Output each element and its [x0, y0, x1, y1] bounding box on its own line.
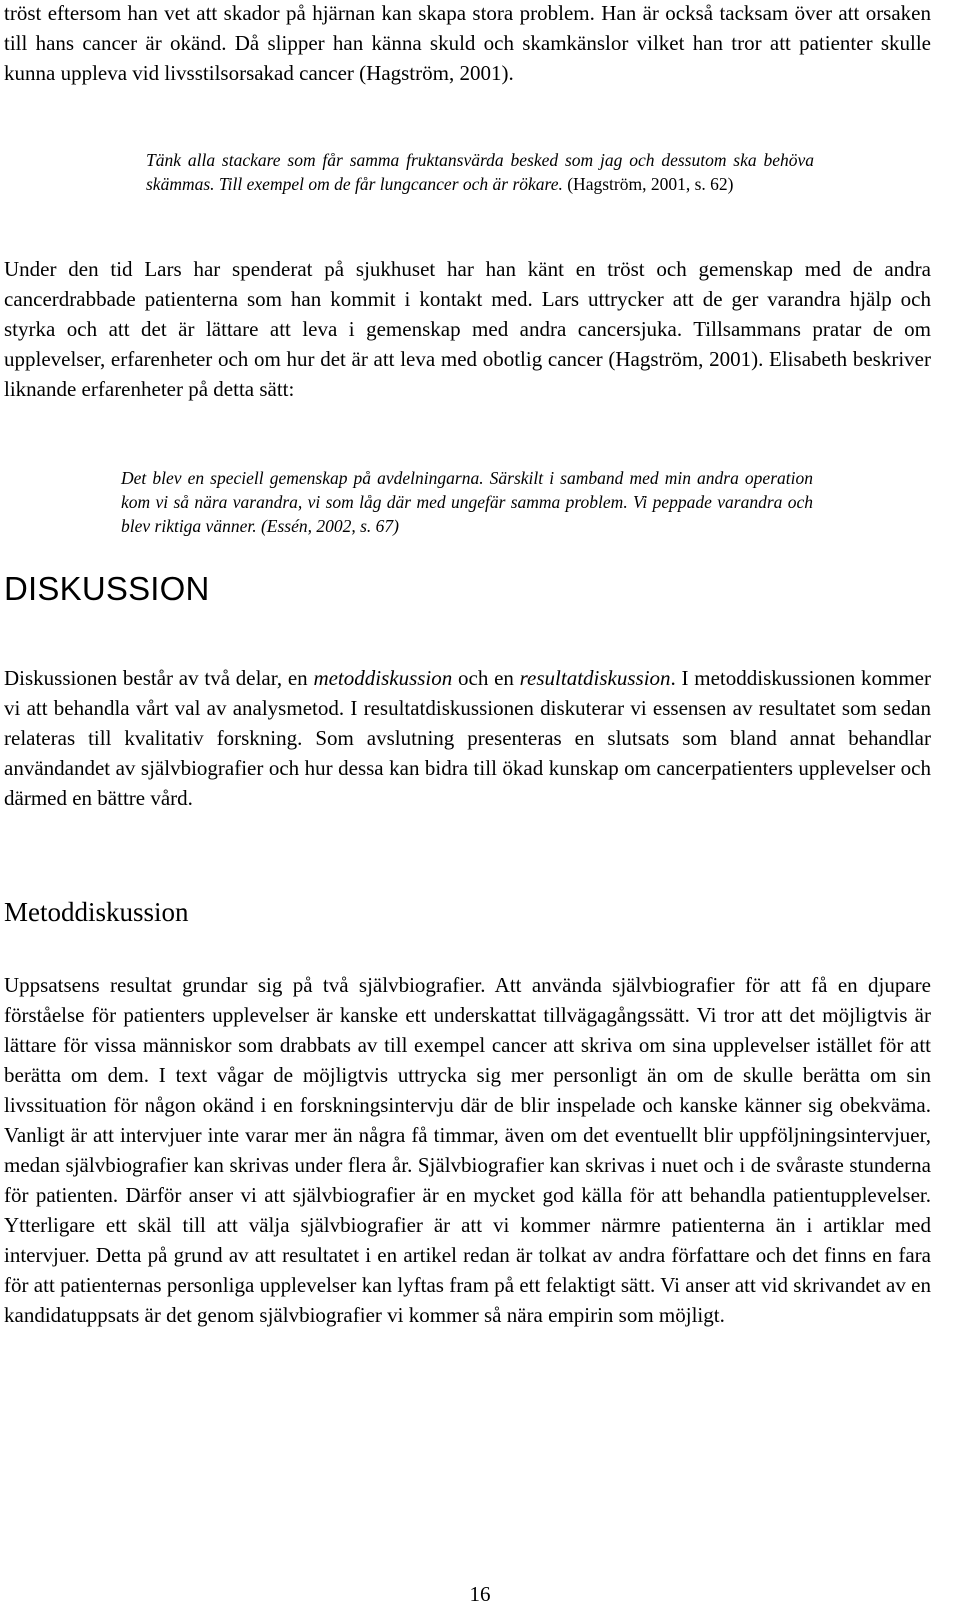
paragraph-metoddiskussion: Uppsatsens resultat grundar sig på två självbiografier. Att använda självbiografier för att få en djupare förståelse för patienters upplevelser är kanske ett underskattat tillvägagångssätt. Vi tror att det möjligtvis är lättare för vissa människor som drabbats av till exempel cancer att skriva om sina upplevelser istället för att berätta om dem. I text vågar de möjligtvis uttrycka sig mer personligt än om de skulle berätta om sin livssituation för någon okänd i en forskningsintervju där de blir inspelade och kanske känner sig obekväma. Vanligt är att intervjuer inte varar mer än några få timmar, även om det eventuellt blir uppföljningsintervjuer, medan självbiografier kan skrivas under flera år. Självbiografier kan skrivas i nuet och i de svåraste stunderna för patienten. Därför anser vi att självbiografier är en mycket god källa för att behandla patientupplevelser. Ytterligare ett skäl till att välja självbiografier är att vi kommer närmre patienterna än i artiklar med intervjuer. Detta på grund av att resultatet i en artikel redan är tolkat av andra författare och det finns en fara för att patienternas personliga upplevelser kan lyftas fram på ett felaktigt sätt. Vi anser att vid skrivandet av en kandidatuppsats är det genom självbiografier vi kommer så nära empirin som möjligt. [4, 973, 931, 1327]
quote-hagstrom-text: Tänk alla stackare som får samma fruktansvärda besked som jag och dessutom ska behöva skämmas. Till exempel om de får lungcancer och är rökare. [146, 150, 814, 194]
heading-diskussion: DISKUSSION [4, 570, 210, 607]
diskussion-part-3: . I metoddiskussionen kommer vi att behandla vårt val av analysmetod. I resultatdiskussionen diskuterar vi essensen av resultatet som sedan relateras till kvalitativ forskning. Som avslutning presenteras en slutsats som bland annat behandlar användandet av självbiografier och hur dessa kan bidra till ökad kunskap om cancerpatienters upplevelser och därmed en bättre vård. [4, 666, 931, 810]
diskussion-part-2: och en [452, 666, 520, 690]
page-number: 16 [469, 1582, 491, 1606]
paragraph-diskussion [4, 663, 931, 813]
block-quote-hagstrom [146, 148, 814, 196]
paragraph-lars: Under den tid Lars har spenderat på sjukhuset har han känt en tröst och gemenskap med de andra cancerdrabbade patienterna som han kommit i kontakt med. Lars uttrycker att de ger varandra hjälp och styrka och att det är lättare att leva i gemenskap med andra cancersjuka. Tillsammans pratar de om upplevelser, erfarenheter och om hur det är att leva med obotlig cancer (Hagström, 2001). Elisabeth beskriver liknande erfarenheter på detta sätt: [4, 257, 931, 401]
term-resultatdiskussion: resultatdiskussion [519, 666, 671, 690]
paragraph-top: tröst eftersom han vet att skador på hjärnan kan skapa stora problem. Han är också tacksam över att orsaken till hans cancer är okänd. Då slipper han känna skuld och skamkänslor vilket han tror att patienter skulle kunna uppleva vid livsstilsorsakad cancer (Hagström, 2001). [4, 1, 931, 85]
quote-hagstrom-citation: (Hagström, 2001, s. 62) [562, 174, 734, 194]
diskussion-part-1: Diskussionen består av två delar, en [4, 666, 314, 690]
block-quote-essen: Det blev en speciell gemenskap på avdelningarna. Särskilt i samband med min andra operation kom vi så nära varandra, vi som låg där med ungefär samma problem. Vi peppade varandra och blev riktiga vänner. (Essén, 2002, s. 67) [121, 468, 813, 536]
term-metoddiskussion: metoddiskussion [313, 666, 453, 690]
heading-metoddiskussion: Metoddiskussion [4, 897, 189, 927]
